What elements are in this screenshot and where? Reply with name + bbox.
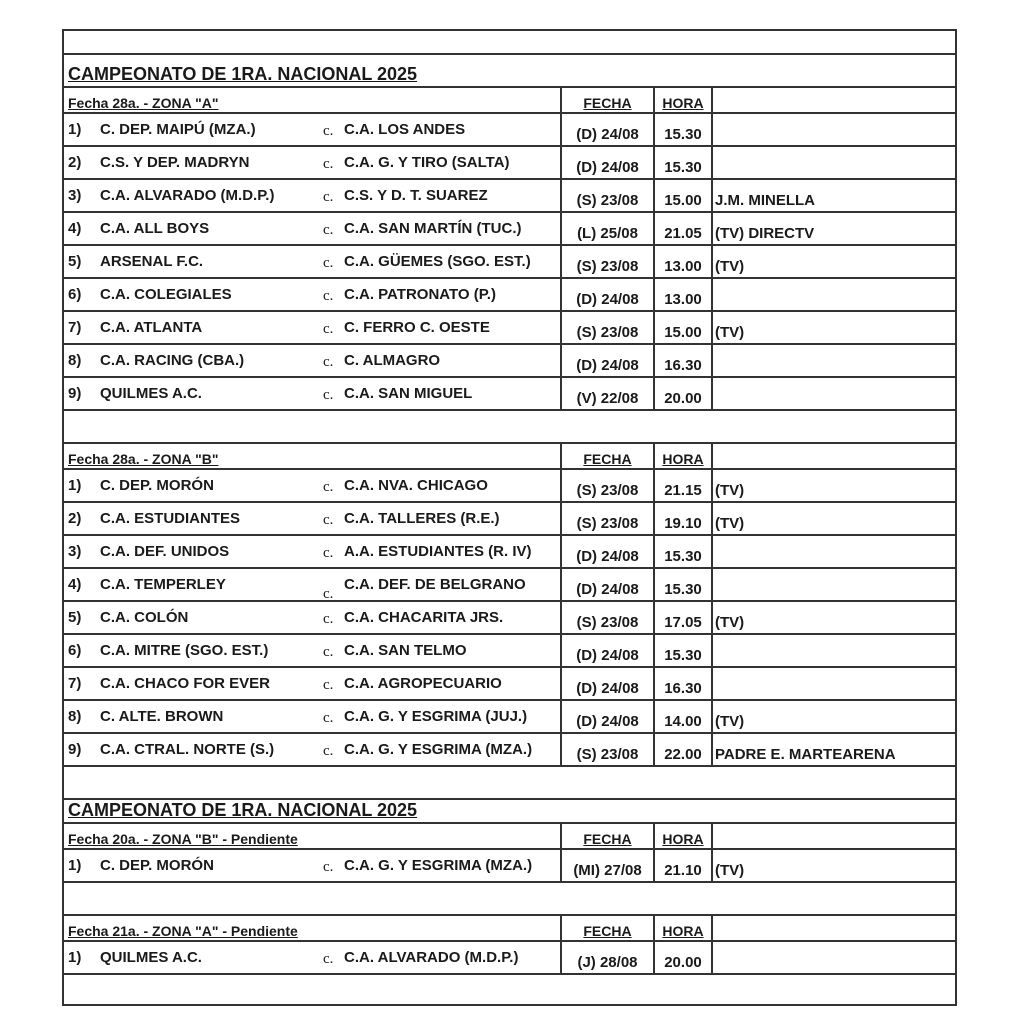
time-cell — [653, 312, 711, 343]
section-header-row — [62, 442, 957, 468]
away-team: C.A. G. Y TIRO (SALTA) — [344, 154, 510, 171]
date-cell — [560, 345, 653, 376]
note-cell — [711, 942, 955, 973]
versus-label: c. — [323, 189, 334, 205]
match-date: (S) 23/08 — [576, 192, 639, 209]
notes-header-cell — [711, 444, 955, 468]
away-team: C. FERRO C. OESTE — [344, 319, 490, 336]
teams-cell — [64, 470, 560, 501]
championship-title: CAMPEONATO DE 1RA. NACIONAL 2025 — [68, 64, 418, 84]
note-cell — [711, 213, 955, 244]
match-row — [62, 112, 957, 145]
date-cell — [560, 147, 653, 178]
match-time: 15.30 — [664, 647, 702, 664]
notes-header-cell — [711, 88, 955, 112]
versus-label: c. — [323, 321, 334, 337]
teams-cell — [64, 378, 560, 409]
round-heading: Fecha 21a. - ZONA "A" - Pendiente — [68, 923, 298, 939]
time-cell — [653, 602, 711, 633]
date-cell — [560, 602, 653, 633]
match-number: 2) — [68, 510, 82, 527]
match-date: (V) 22/08 — [576, 390, 639, 407]
time-cell — [653, 345, 711, 376]
away-team: A.A. ESTUDIANTES (R. IV) — [344, 543, 532, 560]
match-date: (D) 24/08 — [576, 126, 639, 143]
away-team: C.A. AGROPECUARIO — [344, 675, 502, 692]
match-date: (D) 24/08 — [576, 291, 639, 308]
match-number: 2) — [68, 154, 82, 171]
title-row — [62, 798, 957, 822]
time-cell — [653, 213, 711, 244]
versus-label: c. — [323, 951, 334, 967]
match-row — [62, 940, 957, 973]
match-time: 22.00 — [664, 746, 702, 763]
home-team: C.A. ATLANTA — [100, 319, 203, 336]
versus-label: c. — [323, 156, 334, 172]
home-team: C. DEP. MAIPÚ (MZA.) — [100, 121, 256, 138]
date-cell — [560, 312, 653, 343]
match-number: 6) — [68, 642, 82, 659]
match-row — [62, 699, 957, 732]
home-team: C.A. TEMPERLEY — [100, 576, 226, 593]
away-team: C.A. ALVARADO (M.D.P.) — [344, 949, 519, 966]
away-team: C.A. GÜEMES (SGO. EST.) — [344, 253, 531, 270]
teams-cell — [64, 147, 560, 178]
match-date: (D) 24/08 — [576, 680, 639, 697]
fecha-header-cell — [560, 88, 653, 112]
versus-label: c. — [323, 644, 334, 660]
match-row — [62, 501, 957, 534]
note-cell — [711, 503, 955, 534]
match-time: 19.10 — [664, 515, 702, 532]
match-row — [62, 178, 957, 211]
match-time: 14.00 — [664, 713, 702, 730]
match-note: (TV) — [715, 324, 745, 341]
note-cell — [711, 345, 955, 376]
home-team: C.A. CTRAL. NORTE (S.) — [100, 741, 275, 758]
note-cell — [711, 668, 955, 699]
note-cell — [711, 378, 955, 409]
versus-label: c. — [323, 710, 334, 726]
home-team: C. DEP. MORÓN — [100, 857, 214, 874]
time-cell — [653, 114, 711, 145]
versus-label: c. — [323, 743, 334, 759]
match-number: 1) — [68, 121, 82, 138]
heading-cell — [64, 824, 560, 848]
note-cell — [711, 602, 955, 633]
match-number: 1) — [68, 477, 82, 494]
note-cell — [711, 279, 955, 310]
versus-label: c. — [323, 545, 334, 561]
match-row — [62, 468, 957, 501]
teams-cell — [64, 180, 560, 211]
time-cell — [653, 734, 711, 765]
match-time: 17.05 — [664, 614, 702, 631]
match-date: (S) 23/08 — [576, 614, 639, 631]
versus-label: c. — [323, 387, 334, 403]
match-date: (L) 25/08 — [577, 225, 638, 242]
column-header-fecha: FECHA — [583, 451, 632, 467]
note-cell — [711, 635, 955, 666]
teams-cell — [64, 635, 560, 666]
match-date: (S) 23/08 — [576, 324, 639, 341]
away-team: C.A. LOS ANDES — [344, 121, 466, 138]
away-team: C.A. SAN TELMO — [344, 642, 467, 659]
date-cell — [560, 734, 653, 765]
teams-cell — [64, 279, 560, 310]
spacer-row — [62, 409, 957, 442]
home-team: C.A. RACING (CBA.) — [100, 352, 245, 369]
teams-cell — [64, 503, 560, 534]
away-team: C.A. PATRONATO (P.) — [344, 286, 496, 303]
home-team: C.A. ALL BOYS — [100, 220, 210, 237]
home-team: QUILMES A.C. — [100, 949, 202, 966]
section-header-row — [62, 822, 957, 848]
match-number: 4) — [68, 220, 82, 237]
note-cell — [711, 147, 955, 178]
match-time: 15.30 — [664, 159, 702, 176]
match-row — [62, 310, 957, 343]
date-cell — [560, 635, 653, 666]
home-team: C.A. ALVARADO (M.D.P.) — [100, 187, 275, 204]
note-cell — [711, 734, 955, 765]
note-cell — [711, 470, 955, 501]
match-date: (J) 28/08 — [577, 954, 638, 971]
match-row — [62, 732, 957, 765]
time-cell — [653, 942, 711, 973]
match-time: 16.30 — [664, 357, 702, 374]
teams-cell — [64, 312, 560, 343]
away-team: C.A. G. Y ESGRIMA (JUJ.) — [344, 708, 528, 725]
versus-label: c. — [323, 255, 334, 271]
home-team: C.A. ESTUDIANTES — [100, 510, 241, 527]
date-cell — [560, 668, 653, 699]
teams-cell — [64, 734, 560, 765]
home-team: C.A. COLEGIALES — [100, 286, 232, 303]
time-cell — [653, 701, 711, 732]
section-header-row — [62, 86, 957, 112]
away-team: C.A. DEF. DE BELGRANO — [344, 576, 526, 593]
championship-title: CAMPEONATO DE 1RA. NACIONAL 2025 — [68, 800, 418, 820]
away-team: C.A. G. Y ESGRIMA (MZA.) — [344, 857, 533, 874]
match-time: 15.00 — [664, 192, 702, 209]
match-note: (TV) DIRECTV — [715, 225, 815, 242]
match-note: PADRE E. MARTEARENA — [715, 746, 896, 763]
teams-cell — [64, 345, 560, 376]
match-number: 3) — [68, 187, 82, 204]
match-row — [62, 145, 957, 178]
time-cell — [653, 279, 711, 310]
teams-cell — [64, 569, 560, 600]
match-row — [62, 567, 957, 600]
home-team: C.A. COLÓN — [100, 609, 189, 626]
spacer-row — [62, 973, 957, 1006]
match-date: (MI) 27/08 — [573, 862, 642, 879]
teams-cell — [64, 701, 560, 732]
match-date: (S) 23/08 — [576, 482, 639, 499]
match-row — [62, 848, 957, 881]
home-team: C. DEP. MORÓN — [100, 477, 214, 494]
note-cell — [711, 180, 955, 211]
note-cell — [711, 850, 955, 881]
match-time: 20.00 — [664, 390, 702, 407]
versus-label: c. — [323, 512, 334, 528]
hora-header-cell — [653, 88, 711, 112]
versus-label: c. — [323, 222, 334, 238]
match-time: 16.30 — [664, 680, 702, 697]
match-time: 13.00 — [664, 291, 702, 308]
match-number: 7) — [68, 319, 82, 336]
date-cell — [560, 569, 653, 600]
date-cell — [560, 503, 653, 534]
match-row — [62, 376, 957, 409]
date-cell — [560, 701, 653, 732]
match-row — [62, 600, 957, 633]
match-number: 9) — [68, 741, 82, 758]
match-note: (TV) — [715, 862, 745, 879]
match-date: (D) 24/08 — [576, 548, 639, 565]
match-date: (D) 24/08 — [576, 357, 639, 374]
match-time: 21.05 — [664, 225, 702, 242]
match-number: 5) — [68, 609, 82, 626]
date-cell — [560, 213, 653, 244]
time-cell — [653, 503, 711, 534]
note-cell — [711, 701, 955, 732]
column-header-hora: HORA — [662, 831, 704, 847]
time-cell — [653, 378, 711, 409]
time-cell — [653, 470, 711, 501]
column-header-hora: HORA — [662, 451, 704, 467]
column-header-hora: HORA — [662, 95, 704, 111]
spacer-row — [62, 881, 957, 914]
home-team: C. ALTE. BROWN — [100, 708, 224, 725]
round-heading: Fecha 28a. - ZONA "B" — [68, 451, 219, 467]
note-cell — [711, 569, 955, 600]
home-team: ARSENAL F.C. — [100, 253, 204, 270]
column-header-hora: HORA — [662, 923, 704, 939]
match-row — [62, 277, 957, 310]
time-cell — [653, 668, 711, 699]
home-team: C.A. CHACO FOR EVER — [100, 675, 271, 692]
time-cell — [653, 147, 711, 178]
hora-header-cell — [653, 824, 711, 848]
note-cell — [711, 114, 955, 145]
fecha-header-cell — [560, 916, 653, 940]
teams-cell — [64, 213, 560, 244]
teams-cell — [64, 942, 560, 973]
column-header-fecha: FECHA — [583, 831, 632, 847]
match-date: (D) 24/08 — [576, 647, 639, 664]
teams-cell — [64, 114, 560, 145]
fecha-header-cell — [560, 824, 653, 848]
match-time: 15.30 — [664, 548, 702, 565]
date-cell — [560, 180, 653, 211]
teams-cell — [64, 602, 560, 633]
away-team: C.A. NVA. CHICAGO — [344, 477, 488, 494]
date-cell — [560, 279, 653, 310]
versus-label: c. — [323, 611, 334, 627]
hora-header-cell — [653, 444, 711, 468]
round-heading: Fecha 20a. - ZONA "B" - Pendiente — [68, 831, 298, 847]
fecha-header-cell — [560, 444, 653, 468]
date-cell — [560, 470, 653, 501]
away-team: C.A. TALLERES (R.E.) — [344, 510, 500, 527]
match-number: 6) — [68, 286, 82, 303]
teams-cell — [64, 246, 560, 277]
away-team: C.A. G. Y ESGRIMA (MZA.) — [344, 741, 533, 758]
section-header-row — [62, 914, 957, 940]
match-note: (TV) — [715, 515, 745, 532]
date-cell — [560, 850, 653, 881]
hora-header-cell — [653, 916, 711, 940]
home-team: C.S. Y DEP. MADRYN — [100, 154, 250, 171]
match-number: 7) — [68, 675, 82, 692]
column-header-fecha: FECHA — [583, 923, 632, 939]
away-team: C.A. SAN MARTÍN (TUC.) — [344, 220, 522, 237]
home-team: C.A. MITRE (SGO. EST.) — [100, 642, 269, 659]
versus-label: c. — [323, 123, 334, 139]
match-row — [62, 534, 957, 567]
match-number: 3) — [68, 543, 82, 560]
match-note: (TV) — [715, 614, 745, 631]
date-cell — [560, 536, 653, 567]
date-cell — [560, 246, 653, 277]
match-time: 21.10 — [664, 862, 702, 879]
versus-label: c. — [323, 859, 334, 875]
match-number: 9) — [68, 385, 82, 402]
spacer-row — [62, 765, 957, 798]
date-cell — [560, 114, 653, 145]
match-number: 8) — [68, 352, 82, 369]
versus-label: c. — [323, 354, 334, 370]
time-cell — [653, 569, 711, 600]
note-cell — [711, 312, 955, 343]
time-cell — [653, 850, 711, 881]
match-row — [62, 633, 957, 666]
match-time: 15.30 — [664, 581, 702, 598]
time-cell — [653, 536, 711, 567]
versus-label: c. — [323, 479, 334, 495]
match-date: (S) 23/08 — [576, 515, 639, 532]
match-time: 21.15 — [664, 482, 702, 499]
versus-label: c. — [323, 677, 334, 693]
match-row — [62, 244, 957, 277]
date-cell — [560, 942, 653, 973]
heading-cell — [64, 916, 560, 940]
match-number: 5) — [68, 253, 82, 270]
teams-cell — [64, 850, 560, 881]
note-cell — [711, 536, 955, 567]
match-date: (D) 24/08 — [576, 581, 639, 598]
match-row — [62, 666, 957, 699]
time-cell — [653, 180, 711, 211]
heading-cell — [64, 444, 560, 468]
match-time: 15.30 — [664, 126, 702, 143]
away-team: C.A. SAN MIGUEL — [344, 385, 473, 402]
match-row — [62, 343, 957, 376]
notes-header-cell — [711, 916, 955, 940]
match-number: 4) — [68, 576, 82, 593]
time-cell — [653, 246, 711, 277]
match-note: J.M. MINELLA — [715, 192, 815, 209]
teams-cell — [64, 668, 560, 699]
match-time: 13.00 — [664, 258, 702, 275]
column-header-fecha: FECHA — [583, 95, 632, 111]
teams-cell — [64, 536, 560, 567]
match-time: 20.00 — [664, 954, 702, 971]
fixture-sheet — [62, 29, 957, 1006]
home-team: C.A. DEF. UNIDOS — [100, 543, 230, 560]
blank-row — [62, 29, 957, 53]
heading-cell — [64, 88, 560, 112]
match-note: (TV) — [715, 482, 745, 499]
match-number: 1) — [68, 949, 82, 966]
title-row — [62, 53, 957, 86]
match-number: 8) — [68, 708, 82, 725]
away-team: C.S. Y D. T. SUAREZ — [344, 187, 488, 204]
match-date: (S) 23/08 — [576, 258, 639, 275]
away-team: C. ALMAGRO — [344, 352, 441, 369]
match-row — [62, 211, 957, 244]
home-team: QUILMES A.C. — [100, 385, 202, 402]
date-cell — [560, 378, 653, 409]
round-heading: Fecha 28a. - ZONA "A" — [68, 95, 219, 111]
match-note: (TV) — [715, 258, 745, 275]
match-time: 15.00 — [664, 324, 702, 341]
match-note: (TV) — [715, 713, 745, 730]
match-date: (S) 23/08 — [576, 746, 639, 763]
match-date: (D) 24/08 — [576, 713, 639, 730]
away-team: C.A. CHACARITA JRS. — [344, 609, 504, 626]
note-cell — [711, 246, 955, 277]
match-number: 1) — [68, 857, 82, 874]
match-date: (D) 24/08 — [576, 159, 639, 176]
notes-header-cell — [711, 824, 955, 848]
versus-label: c. — [323, 586, 334, 602]
versus-label: c. — [323, 288, 334, 304]
time-cell — [653, 635, 711, 666]
